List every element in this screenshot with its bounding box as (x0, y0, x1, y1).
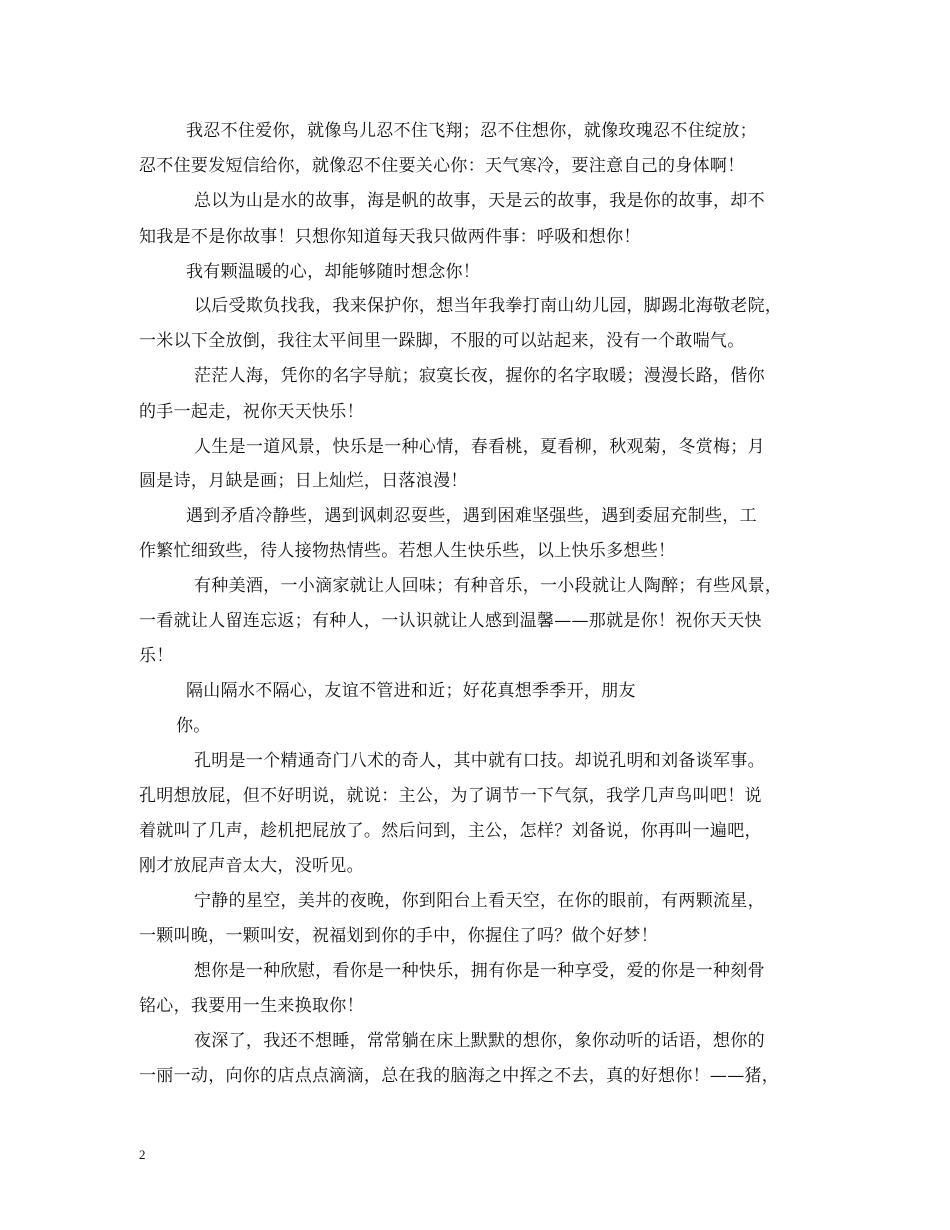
text-line: 一看就让人留连忘返；有种人，一认识就让人感到温馨——那就是你！祝你天天快 (139, 611, 762, 631)
text-line: 铭心，我要用一生来换取你！ (139, 996, 364, 1016)
text-line: 人生是一道风景，快乐是一种心情，春看桃，夏看柳，秋观菊，冬赏梅；月 (194, 437, 765, 457)
text-line: 想你是一种欣慰，看你是一种快乐，拥有你是一种享受，爱的你是一种刻骨 (194, 961, 765, 981)
text-line: 刚才放屁声音太大，没听见。 (139, 856, 364, 876)
text-line: 孔明想放屁，但不好明说，就说：主公，为了调节一下气氛，我学几声鸟叫吧！说 (139, 786, 762, 806)
text-line: 遇到矛盾冷静些，遇到讽刺忍耍些，遇到困难坚强些，遇到委屈充制些，工 (186, 506, 757, 526)
text-line: 一米以下全放倒，我往太平间里一跺脚，不服的可以站起来，没有一个敢喘气。 (139, 331, 745, 351)
text-line: 的手一起走，祝你天天快乐！ (139, 402, 364, 422)
text-line: 一颗叫晚，一颗叫安，祝福划到你的手中，你握住了吗？做个好梦！ (139, 926, 658, 946)
text-line: 圆是诗，月缺是画；日上灿烂，日落浪漫！ (139, 471, 468, 491)
text-line: 知我是不是你故事！只想你知道每天我只做两件事：呼吸和想你！ (139, 227, 641, 247)
text-line: 你。 (176, 716, 211, 736)
text-line: 宁静的星空，美丼的夜晚，你到阳台上看天空，在你的眼前，有两颗流星， (194, 891, 765, 911)
text-line: 乐！ (139, 646, 174, 666)
text-line: 隔山隔水不隔心，友谊不管进和近；好花真想季季开，朋友 (186, 681, 636, 701)
text-line: 以后受欺负找我，我来保护你，想当年我拳打南山幼儿园，脚踢北海敬老院， (194, 296, 783, 316)
text-line: 着就叫了几声，趁机把屁放了。然后问到，主公，怎样？刘备说，你再叫一遍吧， (139, 821, 762, 841)
text-line: 我忍不住爱你，就像鸟儿忍不住飞翔；忍不住想你，就像玫瑰忍不住绽放； (186, 121, 757, 141)
text-line: 作繁忙细致些，待人接物热情些。若想人生快乐些，以上快乐多想些！ (139, 541, 676, 561)
text-line: 夜深了，我还不想睡，常常躺在床上默默的想你，象你动听的话语，想你的 (194, 1031, 765, 1051)
text-line: 总以为山是水的故事，海是帆的故事，天是云的故事，我是你的故事，却不 (194, 191, 765, 211)
text-line: 我有颗温暖的心，却能够随时想念你！ (186, 262, 481, 282)
text-line: 忍不住要发短信给你，就像忍不住要关心你：天气寒冷，要注意自己的身体啊！ (139, 156, 745, 176)
page-number: 2 (139, 1147, 146, 1162)
text-line: 孔明是一个精通奇门八术的奇人，其中就有口技。却说孔明和刘备谈军事。 (194, 751, 765, 771)
text-line: 茫茫人海，凭你的名字导航；寂寞长夜，握你的名字取暖；漫漫长路，偕你 (194, 366, 765, 386)
text-line: 有种美酒，一小滴家就让人回味；有种音乐，一小段就让人陶醉；有些风景， (194, 576, 783, 596)
text-line: 一丽一动，向你的店点点滴滴，总在我的脑海之中挥之不去，真的好想你！——猪， (139, 1066, 780, 1086)
